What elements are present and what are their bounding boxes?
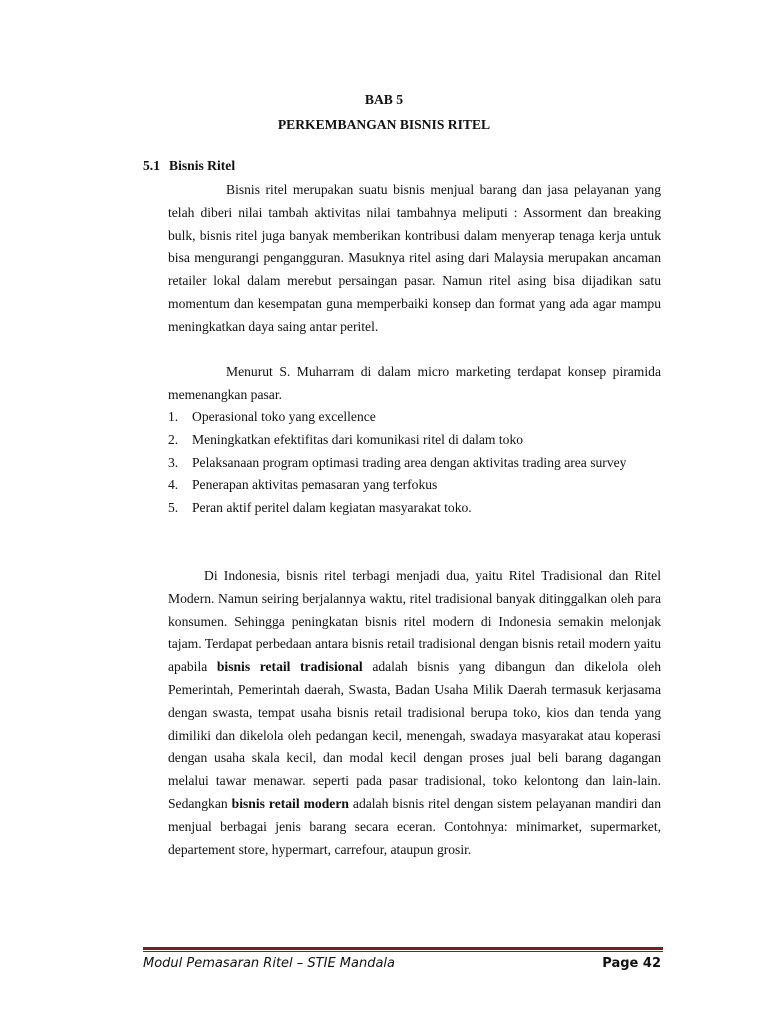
chapter-title: PERKEMBANGAN BISNIS RITEL [277,117,491,132]
list-item [168,429,661,452]
paragraph-3-text-3: adalah bisnis ritel dengan sistem pelayanan mandiri dan menjual berbagai jenis barang secara eceran. Contohnya: minimarket, supermarket, departement store, hypermart, carrefour, ataupun grosir. [168,795,662,857]
list-item-number: 3. [168,454,179,470]
list-item [168,497,661,520]
list-item-text: Peran aktif peritel dalam kegiatan masyarakat toko. [192,500,472,516]
paragraph-1 [168,179,661,339]
paragraph-1-text: Bisnis ritel merupakan suatu bisnis menjual barang dan jasa pelayanan yang telah diberi nilai tambah aktivitas nilai tambahnya meliputi : Assorment dan breaking bulk, bisnis ritel juga banyak memberikan kontribusi dalam menyerap tenaga kerja untuk bisa mengurangi pengangguran. Masuknya ritel asing dari Malaysia merupakan ancaman retailer lokal dalam merebut persaingan pasar. Namun ritel asing bisa dijadikan satu momentum dan kesempatan guna memperbaiki konsep dan format yang ada agar mampu meningkatkan daya saing antar peritel. [168,182,661,334]
paragraph-3-text-2: adalah bisnis yang dibangun dan dikelola oleh Pemerintah, Pemerintah daerah, Swasta, Badan Usaha Milik Daerah termasuk kerjasama dengan swasta, tempat usaha bisnis retail tradisional berupa toko, kios dan tenda yang dimiliki dan dikelola oleh pedangan kecil, menengah, swadaya masyarakat atau koperasi dengan usaha skala kecil, dan modal kecil dengan proses jual beli barang dagangan melalui tawar menawar. seperti pada pasar tradisional, toko kelontong dan lain-lain. Sedangkan [168,659,661,811]
list-item-text: Penerapan aktivitas pemasaran yang terfokus [192,477,438,493]
list-item-number: 2. [168,431,179,447]
paragraph-2-text: Menurut S. Muharram di dalam micro marketing terdapat konsep piramida memenangkan pasar. [168,364,661,402]
paragraph-2 [168,361,661,407]
footer-rule-thick [143,947,663,950]
section-heading [143,158,235,174]
bold-term-modern: bisnis retail modern [231,795,349,811]
list-item-text: Meningkatkan efektifitas dari komunikasi ritel di dalam toko [192,431,524,447]
paragraph-3-text-1: Di Indonesia, bisnis ritel terbagi menjadi dua, yaitu Ritel Tradisional dan Ritel Modern. Namun seiring berjalannya waktu, ritel tradisional banyak ditinggalkan oleh para konsumen. Sehingga peningkatan bisnis ritel modern di Indonesia semakin melonjak tajam. Terdapat perbedaan antara bisnis retail tradisional dengan bisnis retail modern yaitu apabila [168,568,661,675]
list-item-number: 5. [168,500,179,516]
list-item-text: Pelaksanaan program optimasi trading area dengan aktivitas trading area survey [192,454,627,470]
section-title: Bisnis Ritel [169,158,236,173]
bold-term-traditional: bisnis retail tradisional [216,659,363,675]
chapter-label: BAB 5 [364,92,404,107]
list-item [168,474,661,497]
concept-list [168,406,661,520]
footer-module-name: Modul Pemasaran Ritel – STIE Mandala [143,956,396,971]
list-item-number: 4. [168,477,179,493]
list-item-number: 1. [168,409,179,424]
list-item-text: Operasional toko yang excellence [192,409,376,424]
list-item [168,452,661,475]
footer-rule-thin [143,951,663,952]
paragraph-3 [168,565,661,861]
section-number: 5.1 [143,158,160,173]
list-item [168,406,661,429]
footer-page-number: Page 42 [602,956,661,971]
